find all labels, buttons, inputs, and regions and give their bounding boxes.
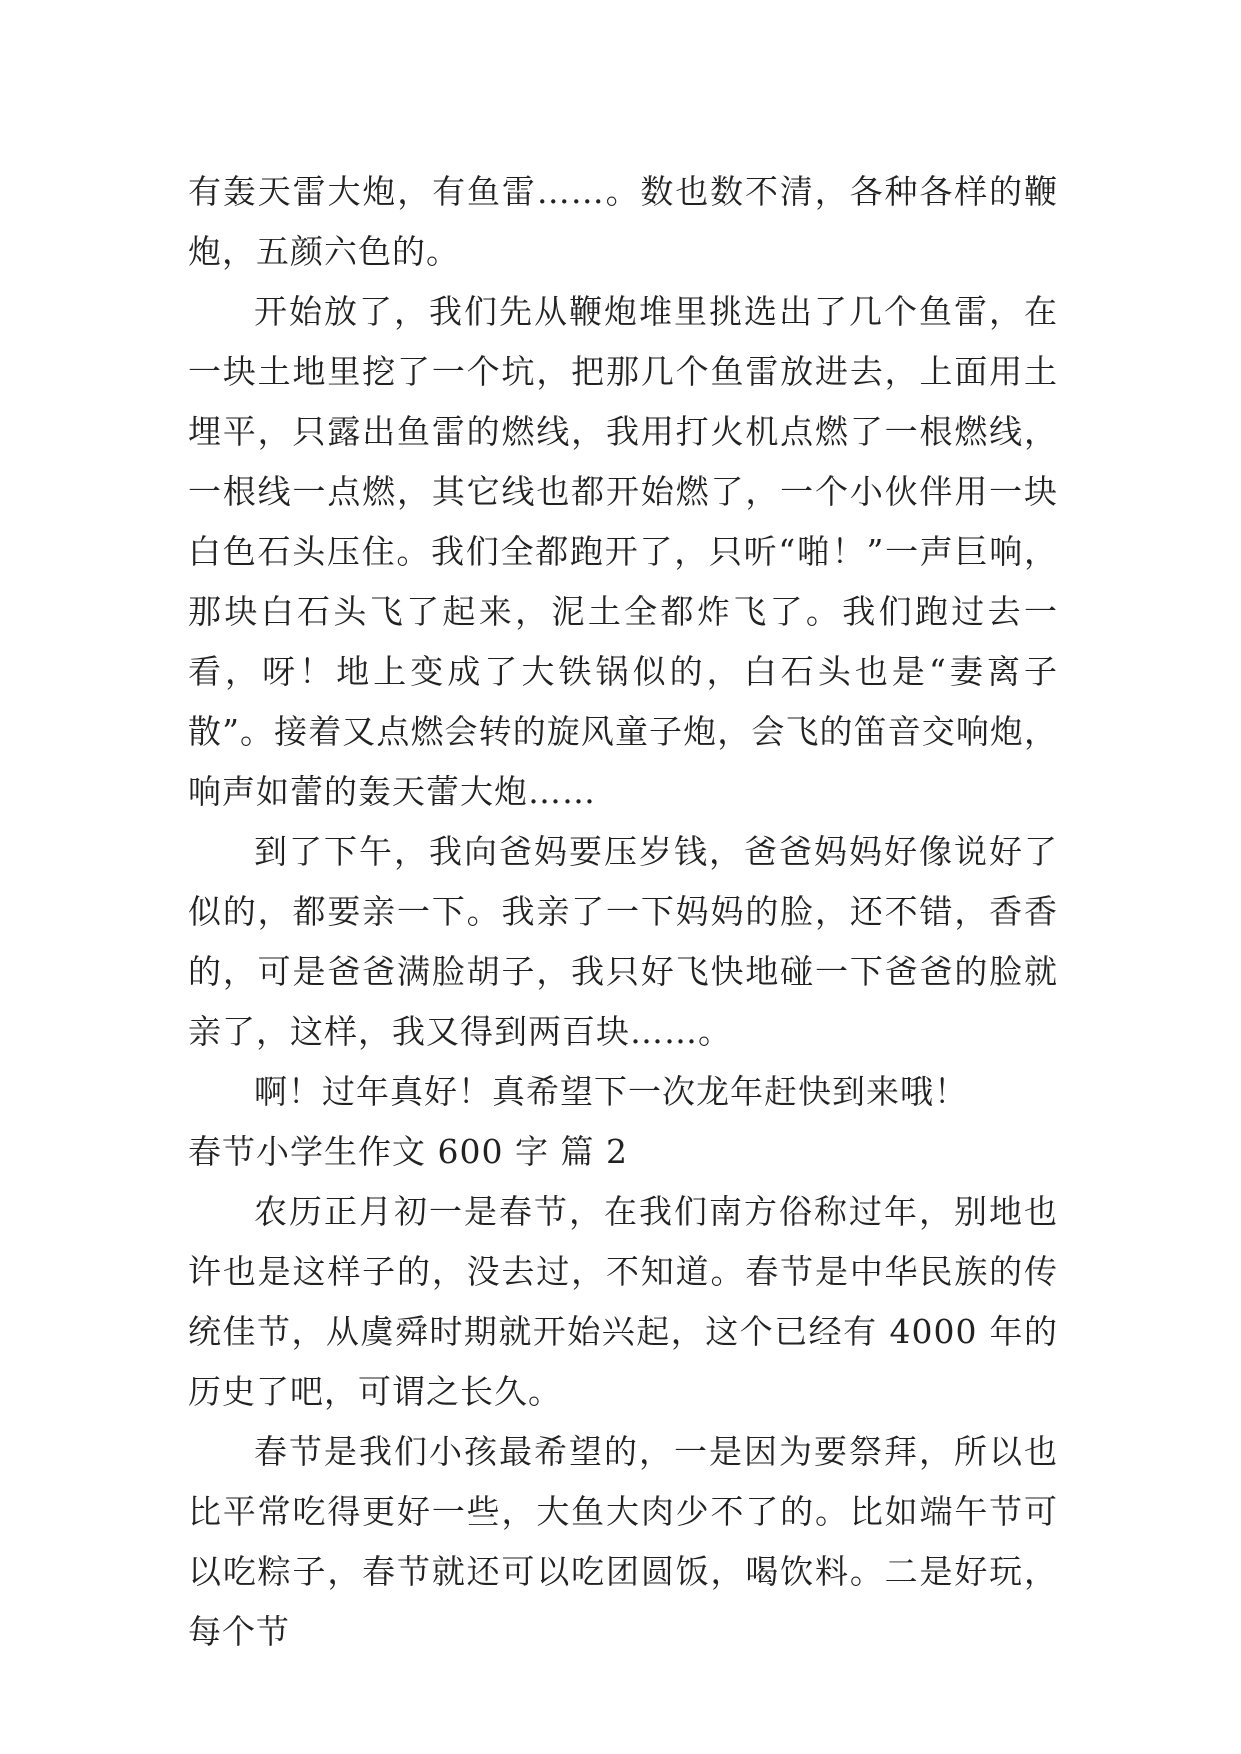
document-body <box>188 162 1058 1662</box>
section-heading: 春节小学生作文 600 字 篇 2 <box>188 1132 628 1171</box>
paragraph-3: 到了下午，我向爸妈要压岁钱，爸爸妈妈好像说好了似的，都要亲一下。我亲了一下妈妈的脸，还不错，香香的，可是爸爸满脸胡子，我只好飞快地碰一下爸爸的脸就亲了，这样，我又得到两百块……。 <box>188 832 1058 1051</box>
paragraph-2: 开始放了，我们先从鞭炮堆里挑选出了几个鱼雷，在一块土地里挖了一个坑，把那几个鱼雷放进去，上面用土埋平，只露出鱼雷的燃线，我用打火机点燃了一根燃线，一根线一点燃，其它线也都开始燃了，一个小伙伴用一块白色石头压住。我们全都跑开了，只听“啪！”一声巨响，那块白石头飞了起来，泥土全都炸飞了。我们跑过去一看，呀！地上变成了大铁锅似的，白石头也是“妻离子散”。接着又点燃会转的旋风童子炮，会飞的笛音交响炮，响声如蕾的轰天蕾大炮…… <box>188 292 1058 811</box>
paragraph-5: 农历正月初一是春节，在我们南方俗称过年，别地也许也是这样子的，没去过，不知道。春节是中华民族的传统佳节，从虞舜时期就开始兴起，这个已经有 4000 年的历史了吧，可谓之长久。 <box>188 1192 1058 1411</box>
paragraph-1: 有轰天雷大炮，有鱼雷……。数也数不清，各种各样的鞭炮，五颜六色的。 <box>188 172 1058 271</box>
paragraph-4: 啊！过年真好！真希望下一次龙年赶快到来哦！ <box>254 1072 968 1111</box>
paragraph-6: 春节是我们小孩最希望的，一是因为要祭拜，所以也比平常吃得更好一些，大鱼大肉少不了的。比如端午节可以吃粽子，春节就还可以吃团圆饭，喝饮料。二是好玩，每个节 <box>188 1432 1058 1651</box>
